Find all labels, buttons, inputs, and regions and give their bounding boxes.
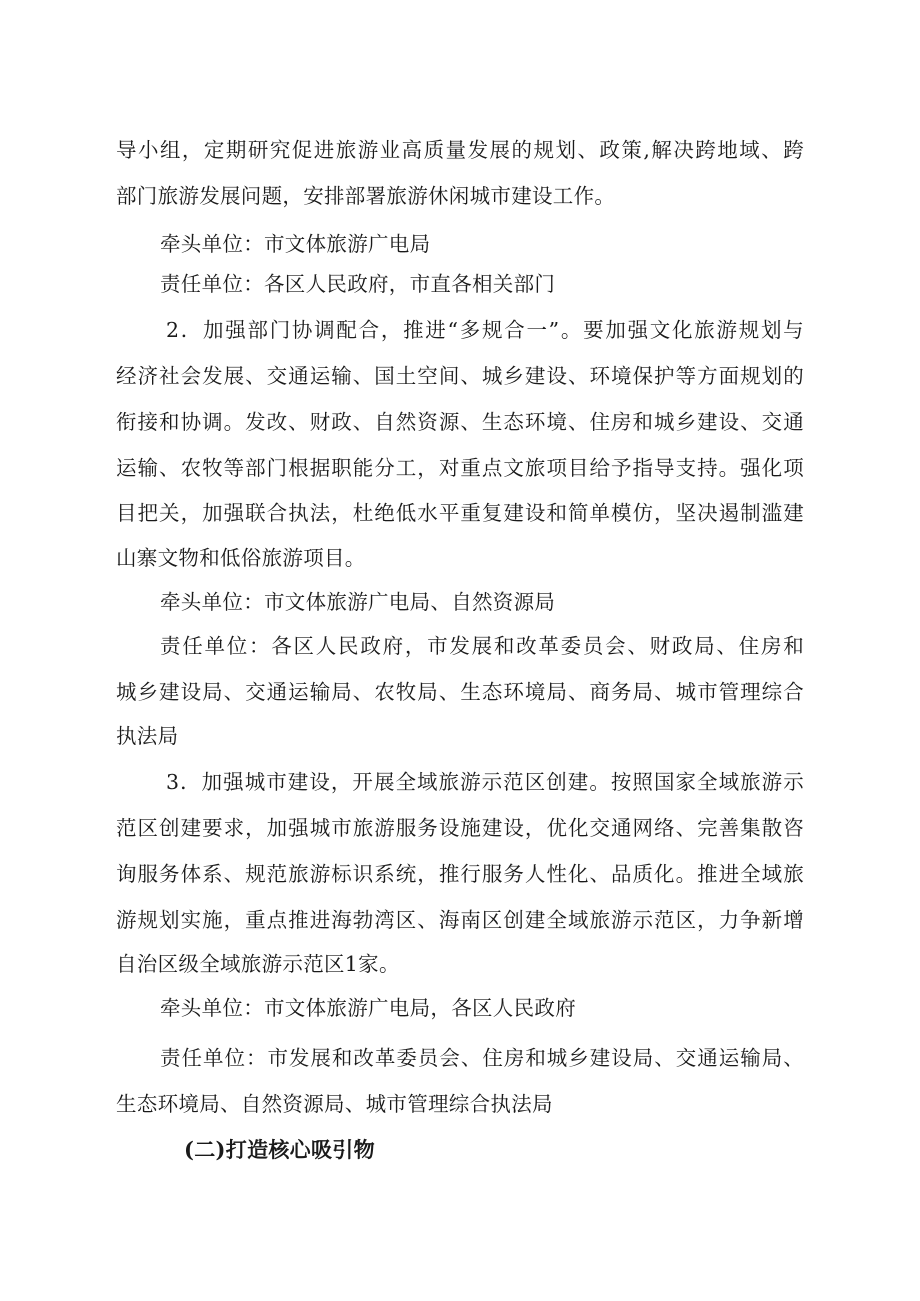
section-heading: (二)打造核心吸引物 (184, 1137, 375, 1162)
paragraph-line: 城乡建设局、交通运输局、农牧局、生态环境局、商务局、城市管理综合 (116, 680, 804, 704)
lead-unit: 牵头单位：市文体旅游广电局、自然资源局 (160, 590, 556, 614)
responsible-unit: 责任单位：市发展和改革委员会、住房和城乡建设局、交通运输局、 (160, 1046, 804, 1070)
paragraph-line: 询服务体系、规范旅游标识系统，推行服务人性化、品质化。推进全域旅 (116, 862, 804, 886)
paragraph-line: 游规划实施，重点推进海勃湾区、海南区创建全域旅游示范区，力争新增 (116, 908, 804, 932)
paragraph-line: 衔接和协调。发改、财政、自然资源、生态环境、住房和城乡建设、交通 (116, 410, 804, 434)
paragraph-line: 导小组，定期研究促进旅游业高质量发展的规划、政策,解决跨地域、跨 (116, 138, 804, 162)
paragraph-line: 部门旅游发展问题，安排部署旅游休闲城市建设工作。 (116, 184, 616, 208)
lead-unit: 牵头单位：市文体旅游广电局 (160, 232, 431, 256)
paragraph-line: 经济社会发展、交通运输、国土空间、城乡建设、环境保护等方面规划的 (116, 364, 804, 388)
section-item-3: 3．加强城市建设，开展全域旅游示范区创建。按照国家全域旅游示 (166, 770, 804, 794)
paragraph-line: 目把关，加强联合执法，杜绝低水平重复建设和简单模仿，坚决遏制滥建 (116, 501, 804, 525)
paragraph-line: 山寨文物和低俗旅游项目。 (116, 546, 366, 570)
paragraph-line: 生态环境局、自然资源局、城市管理综合执法局 (116, 1092, 553, 1116)
responsible-unit: 责任单位：各区人民政府，市直各相关部门 (160, 272, 556, 296)
paragraph-line: 范区创建要求，加强城市旅游服务设施建设，优化交通网络、完善集散咨 (116, 816, 804, 840)
paragraph-line: 执法局 (116, 724, 179, 748)
paragraph-line: 自治区级全域旅游示范区1家。 (116, 952, 400, 976)
lead-unit: 牵头单位：市文体旅游广电局，各区人民政府 (160, 996, 576, 1020)
section-item-2: 2．加强部门协调配合，推进“多规合一”。要加强文化旅游规划与 (166, 318, 804, 342)
responsible-unit: 责任单位：各区人民政府，市发展和改革委员会、财政局、住房和 (160, 634, 804, 658)
paragraph-line: 运输、农牧等部门根据职能分工，对重点文旅项目给予指导支持。强化项 (116, 456, 804, 480)
